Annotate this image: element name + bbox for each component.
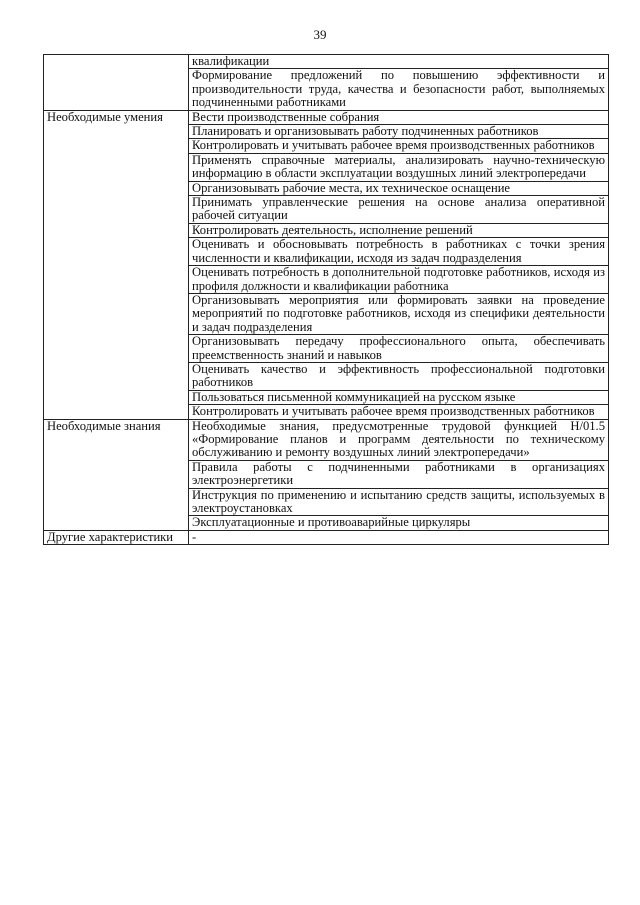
row-value: Правила работы с подчиненными работниками в организациях электроэнергетики — [189, 460, 609, 488]
page-number: 39 — [313, 27, 327, 42]
table-row — [44, 55, 609, 69]
row-value: Организовывать передачу профессионального опыта, обеспечивать преемственность знаний и навыков — [189, 335, 609, 363]
row-value: Пользоваться письменной коммуникацией на русском языке — [189, 390, 609, 404]
row-value: Планировать и организовывать работу подчиненных работников — [189, 125, 609, 139]
row-value: Эксплуатационные и противоаварийные циркуляры — [189, 516, 609, 530]
row-value: Контролировать и учитывать рабочее время производственных работников — [189, 405, 609, 419]
row-value: Контролировать и учитывать рабочее время производственных работников — [189, 139, 609, 153]
row-label — [44, 55, 189, 111]
row-label: Другие характеристики — [44, 530, 189, 544]
row-value: Контролировать деятельность, исполнение решений — [189, 223, 609, 237]
row-label: Необходимые знания — [44, 419, 189, 530]
row-value: Необходимые знания, предусмотренные трудовой функцией H/01.5 «Формирование планов и программ деятельности по техническому обслуживанию и ремонту воздушных линий электропередачи» — [189, 419, 609, 460]
row-label: Необходимые умения — [44, 110, 189, 419]
row-value: - — [189, 530, 609, 544]
table-row — [44, 110, 609, 124]
table-row — [44, 419, 609, 460]
row-value: квалификации — [189, 55, 609, 69]
row-value: Применять справочные материалы, анализировать научно-техническую информацию в области эксплуатации воздушных линий электропередачи — [189, 153, 609, 181]
row-value: Организовывать рабочие места, их техническое оснащение — [189, 181, 609, 195]
row-value: Оценивать потребность в дополнительной подготовке работников, исходя из профиля должности и квалификации работника — [189, 266, 609, 294]
row-value: Инструкция по применению и испытанию средств защиты, используемых в электроустановках — [189, 488, 609, 516]
row-value: Оценивать и обосновывать потребность в работниках с точки зрения численности и квалификации, исходя из задач подразделения — [189, 238, 609, 266]
row-value: Принимать управленческие решения на основе анализа оперативной рабочей ситуации — [189, 196, 609, 224]
qualification-table — [43, 54, 609, 545]
table-body — [44, 55, 609, 545]
row-value: Организовывать мероприятия или формировать заявки на проведение мероприятий по подготовке работников, исходя из специфики деятельности и задач подразделения — [189, 293, 609, 334]
row-value: Оценивать качество и эффективность профессиональной подготовки работников — [189, 362, 609, 390]
table-row — [44, 530, 609, 544]
row-value: Вести производственные собрания — [189, 110, 609, 124]
row-value: Формирование предложений по повышению эффективности и производительности труда, качества и безопасности работ, выполняемых подчиненными работниками — [189, 69, 609, 110]
